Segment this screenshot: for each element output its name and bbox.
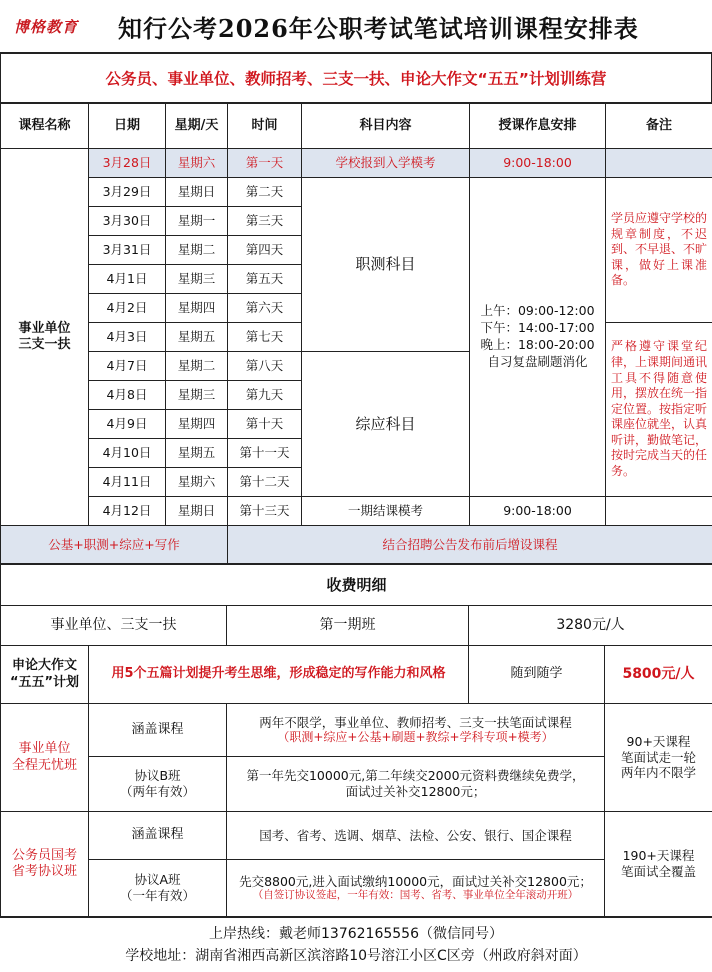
weekday-cell: 星期二 — [166, 236, 228, 265]
weekday-cell: 星期四 — [166, 410, 228, 439]
header-subject: 科目内容 — [302, 104, 470, 149]
hotline-text: 上岸热线：戴老师13762165556（微信同号） — [209, 926, 503, 942]
group1-covers-line2: （职测+综应+公基+刷题+教综+学科专项+模考） — [277, 730, 554, 745]
table-row — [1, 178, 712, 207]
table-row — [1, 149, 712, 178]
group2-plan-line2: （自签订协议签起，一年有效：国考、省考、事业单位全年滚动开班） — [252, 889, 579, 902]
date-cell: 3月30日 — [89, 207, 166, 236]
fee-row1-class: 第一期班 — [227, 606, 469, 646]
group2-plan — [227, 860, 605, 917]
camp-subtitle: 公务员、事业单位、教师招考、三支一扶、申论大作文“五五”计划训练营 — [0, 54, 712, 103]
subject-block-aptitude: 职测科目 — [302, 178, 470, 352]
schedule-evening: 晚上：18:00-20:00 — [480, 337, 595, 352]
summary-row — [1, 526, 712, 564]
table-row — [1, 497, 712, 526]
group1-plan-label: 协议B班 （两年有效） — [89, 757, 227, 812]
day-cell: 第四天 — [228, 236, 302, 265]
group1-covers — [227, 704, 605, 757]
weekday-cell: 星期三 — [166, 381, 228, 410]
header-notes: 备注 — [606, 104, 712, 149]
date-cell: 4月12日 — [89, 497, 166, 526]
day-cell: 第六天 — [228, 294, 302, 323]
weekday-cell: 星期二 — [166, 352, 228, 381]
address-text: 学校地址：湖南省湘西高新区滨溶路10号溶江小区C区旁（州政府斜对面） — [125, 947, 587, 964]
date-cell: 4月8日 — [89, 381, 166, 410]
group2-covers-label: 涵盖课程 — [89, 812, 227, 860]
day-cell: 第九天 — [228, 381, 302, 410]
summary-right: 结合招聘公告发布前后增设课程 — [228, 526, 712, 564]
weekday-cell: 星期三 — [166, 265, 228, 294]
fee-table — [0, 564, 712, 917]
fee-title: 收费明细 — [1, 565, 712, 606]
day-cell: 第七天 — [228, 323, 302, 352]
subject-block-comprehensive: 综应科目 — [302, 352, 470, 497]
group1-covers-line1: 两年不限学，事业单位、教师招考、三支一扶笔面试课程 — [259, 714, 572, 730]
group2-covers: 国考、省考、选调、烟草、法检、公安、银行、国企课程 — [227, 812, 605, 860]
date-cell: 3月31日 — [89, 236, 166, 265]
date-cell: 4月11日 — [89, 468, 166, 497]
fee-row1-price: 3280元/人 — [469, 606, 712, 646]
weekday-cell: 星期五 — [166, 439, 228, 468]
fee-row — [1, 812, 712, 860]
schedule-review: 自习复盘刷题消化 — [487, 353, 588, 369]
day-cell: 第二天 — [228, 178, 302, 207]
contact-footer — [0, 917, 712, 967]
date-cell: 4月7日 — [89, 352, 166, 381]
note-cell-empty — [606, 497, 712, 526]
day-cell: 第十一天 — [228, 439, 302, 468]
group1-name: 事业单位 全程无忧班 — [1, 704, 89, 812]
date-cell: 4月9日 — [89, 410, 166, 439]
hours-cell: 9:00-18:00 — [470, 497, 606, 526]
summary-left: 公基+职测+综应+写作 — [1, 526, 228, 564]
weekday-cell: 星期四 — [166, 294, 228, 323]
fee-row2-desc: 用5个五篇计划提升考生思维，形成稳定的写作能力和风格 — [89, 646, 469, 704]
group1-plan — [227, 757, 605, 812]
date-cell: 4月10日 — [89, 439, 166, 468]
fee-row — [1, 646, 712, 704]
rules-note-1: 学员应遵守学校的规章制度，不迟到、不早退、不旷课，做好上课准备。 — [606, 178, 712, 323]
subject-cell: 一期结课模考 — [302, 497, 470, 526]
group2-name: 公务员国考 省考协议班 — [1, 812, 89, 917]
group2-plan-line1: 先交8800元,进入面试缴纳10000元，面试过关补交12800元； — [239, 873, 592, 889]
weekday-cell: 星期日 — [166, 178, 228, 207]
date-cell: 4月1日 — [89, 265, 166, 294]
group2-note: 190+天课程 笔面试全覆盖 — [605, 812, 712, 917]
group1-plan-line1: 第一年先交10000元,第二年续交2000元资料费继续免费学， — [246, 768, 585, 784]
group1-note: 90+天课程 笔面试走一轮 两年内不限学 — [605, 704, 712, 812]
date-cell: 3月29日 — [89, 178, 166, 207]
page-title: 知行公考2026年公职考试笔试培训课程安排表 — [118, 13, 639, 43]
date-cell: 3月28日 — [89, 149, 166, 178]
schedule-table — [0, 103, 712, 564]
header-schedule: 授课作息安排 — [470, 104, 606, 149]
weekday-cell: 星期一 — [166, 207, 228, 236]
fee-title-row — [1, 565, 712, 606]
fee-row1-name: 事业单位、三支一扶 — [1, 606, 227, 646]
fee-row2-mode: 随到随学 — [469, 646, 605, 704]
page-header — [0, 0, 712, 54]
group2-plan-label: 协议A班 （一年有效） — [89, 860, 227, 917]
date-cell: 4月2日 — [89, 294, 166, 323]
fee-row2-price: 5800元/人 — [605, 646, 712, 704]
rules-note-2: 严格遵守课堂纪律，上课期间通讯工具不得随意使用，摆放在统一指定位置。按指定听课座位就坐，认真听讲，勤做笔记，按时完成当天的任务。 — [606, 323, 712, 497]
day-cell: 第十二天 — [228, 468, 302, 497]
group1-plan-line2: 面试过关补交12800元； — [345, 784, 486, 799]
day-cell: 第八天 — [228, 352, 302, 381]
schedule-afternoon: 下午：14:00-17:00 — [480, 320, 595, 336]
hours-cell: 9:00-18:00 — [470, 149, 606, 178]
fee-row — [1, 606, 712, 646]
day-cell: 第十天 — [228, 410, 302, 439]
weekday-cell: 星期五 — [166, 323, 228, 352]
weekday-cell: 星期六 — [166, 468, 228, 497]
day-cell: 第一天 — [228, 149, 302, 178]
day-cell: 第三天 — [228, 207, 302, 236]
daily-schedule-cell — [470, 178, 606, 497]
header-course: 课程名称 — [1, 104, 89, 149]
header-weekday: 星期/天 — [166, 104, 228, 149]
day-cell: 第十三天 — [228, 497, 302, 526]
fee-row — [1, 704, 712, 757]
brand-logo: 博格教育 — [14, 17, 79, 36]
date-cell: 4月3日 — [89, 323, 166, 352]
group1-covers-label: 涵盖课程 — [89, 704, 227, 757]
fee-row2-name: 申论大作文 “五五”计划 — [1, 646, 89, 704]
note-cell-empty — [606, 149, 712, 178]
course-name-cell: 事业单位 三支一扶 — [1, 149, 89, 526]
header-time: 时间 — [228, 104, 302, 149]
day-cell: 第五天 — [228, 265, 302, 294]
header-date: 日期 — [89, 104, 166, 149]
weekday-cell: 星期六 — [166, 149, 228, 178]
table-header-row — [1, 104, 712, 149]
subject-cell: 学校报到入学模考 — [302, 149, 470, 178]
weekday-cell: 星期日 — [166, 497, 228, 526]
schedule-morning: 上午：09:00-12:00 — [480, 303, 595, 319]
